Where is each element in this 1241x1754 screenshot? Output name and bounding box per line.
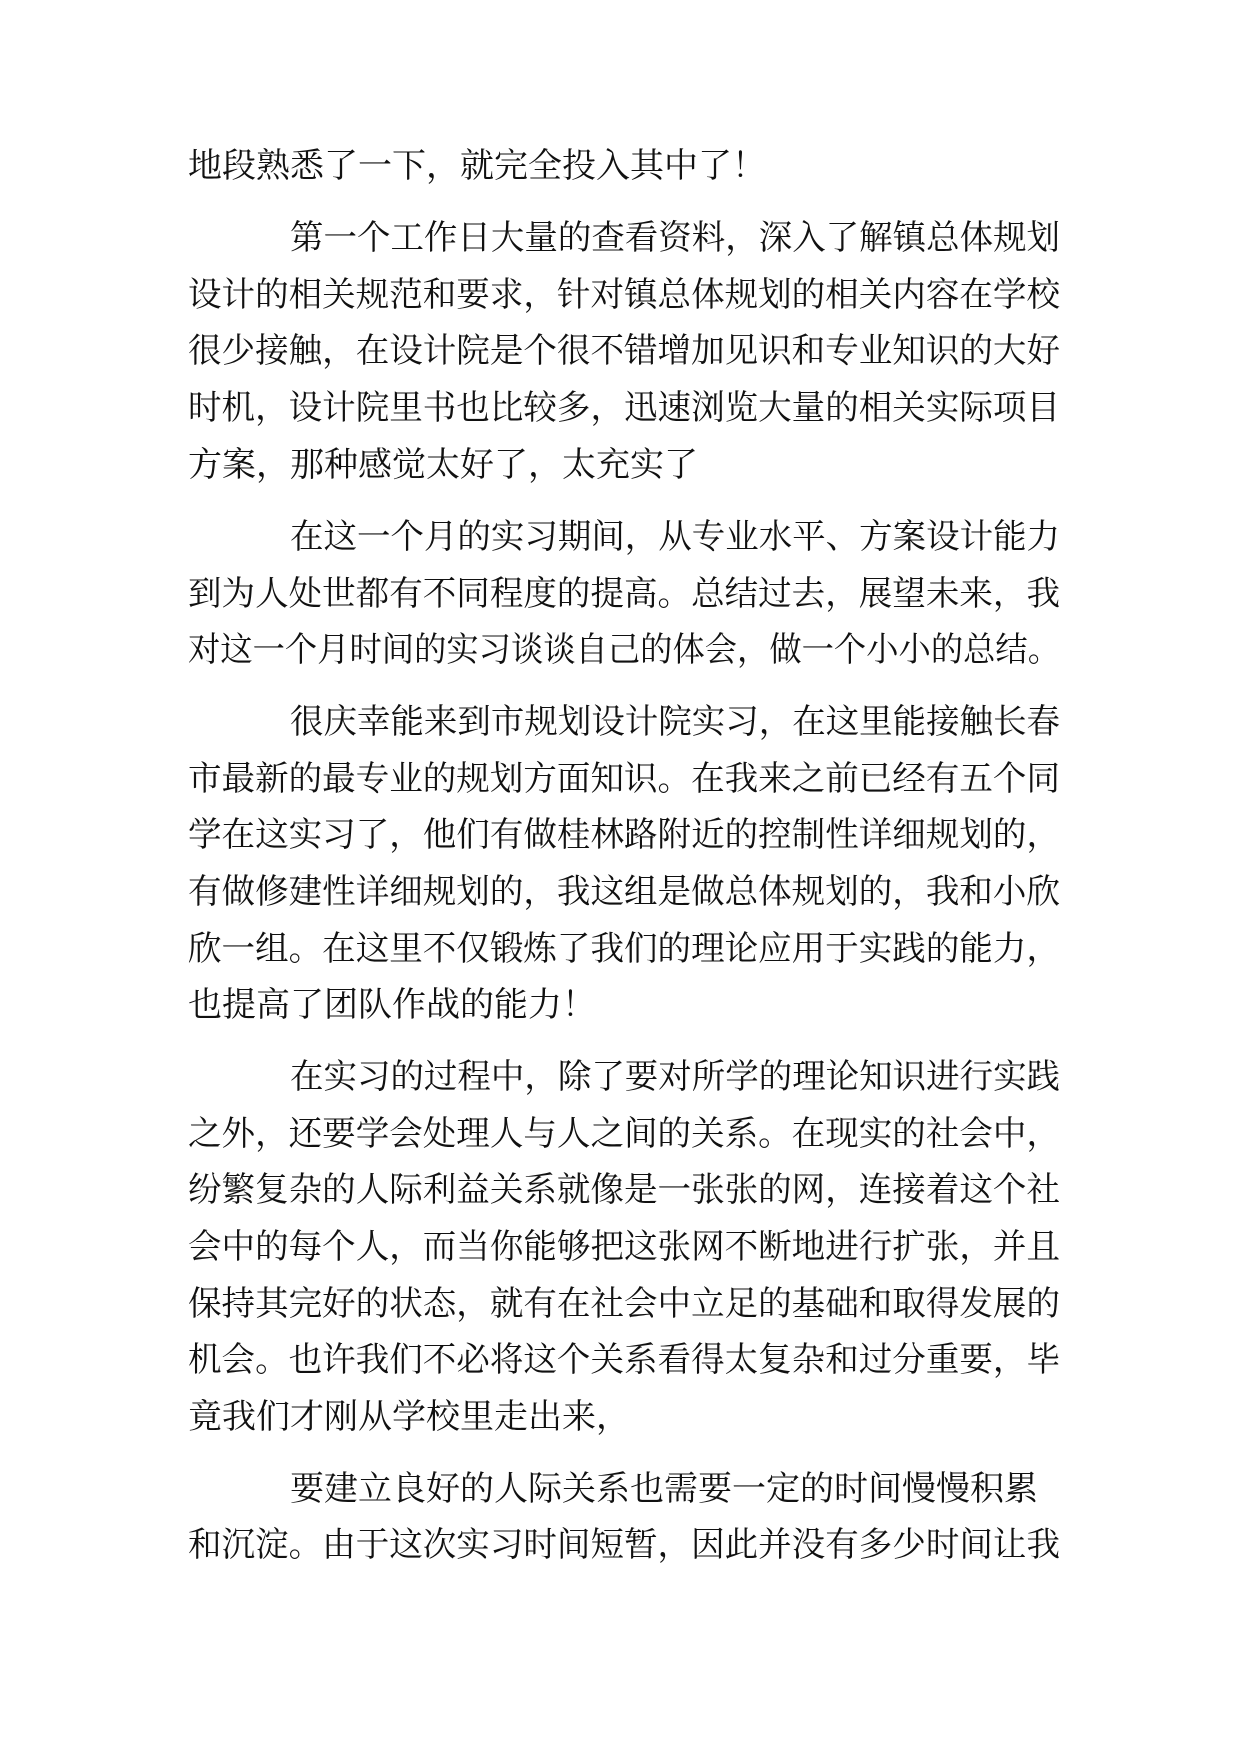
paragraph-first-line: 要建立良好的人际关系也需要一定的时间慢慢积累 — [290, 1469, 1038, 1509]
text-line: 市最新的最专业的规划方面知识。在我来之前已经有五个同 — [188, 759, 1060, 799]
paragraph-first-line: 在实习的过程中，除了要对所学的理论知识进行实践 — [290, 1057, 1061, 1097]
text-line: 到为人处世都有不同程度的提高。总结过去，展望未来，我 — [188, 574, 1060, 614]
paragraph-first-line: 第一个工作日大量的查看资料，深入了解镇总体规划 — [290, 218, 1061, 258]
text-line: 之外，还要学会处理人与人之间的关系。在现实的社会中， — [188, 1114, 1060, 1154]
text-line: 和沉淀。由于这次实习时间短暂，因此并没有多少时间让我 — [188, 1525, 1060, 1565]
text-line: 纷繁复杂的人际利益关系就像是一张张的网，连接着这个社 — [188, 1170, 1060, 1210]
text-line: 对这一个月时间的实习谈谈自己的体会，做一个小小的总结。 — [188, 630, 1061, 670]
text-line: 也提高了团队作战的能力！ — [188, 985, 596, 1025]
text-line: 保持其完好的状态，就有在社会中立足的基础和取得发展的 — [188, 1284, 1060, 1324]
text-line: 设计的相关规范和要求，针对镇总体规划的相关内容在学校 — [188, 275, 1060, 315]
text-line: 有做修建性详细规划的，我这组是做总体规划的，我和小欣 — [188, 872, 1060, 912]
text-line: 会中的每个人，而当你能够把这张网不断地进行扩张，并且 — [188, 1227, 1060, 1267]
text-line: 机会。也许我们不必将这个关系看得太复杂和过分重要，毕 — [188, 1340, 1060, 1380]
text-line: 竟我们才刚从学校里走出来， — [188, 1397, 630, 1437]
text-line: 欣一组。在这里不仅锻炼了我们的理论应用于实践的能力， — [188, 929, 1060, 969]
text-line: 方案，那种感觉太好了，太充实了 — [188, 445, 698, 485]
paragraph-first-line: 在这一个月的实习期间，从专业水平、方案设计能力 — [290, 517, 1061, 557]
text-line: 地段熟悉了一下，就完全投入其中了！ — [188, 146, 766, 186]
text-line: 很少接触，在设计院是个很不错增加见识和专业知识的大好 — [188, 331, 1060, 371]
text-line: 学在这实习了，他们有做桂林路附近的控制性详细规划的， — [188, 815, 1060, 855]
text-line: 时机，设计院里书也比较多，迅速浏览大量的相关实际项目 — [188, 388, 1060, 428]
paragraph-first-line: 很庆幸能来到市规划设计院实习，在这里能接触长春 — [290, 702, 1061, 742]
